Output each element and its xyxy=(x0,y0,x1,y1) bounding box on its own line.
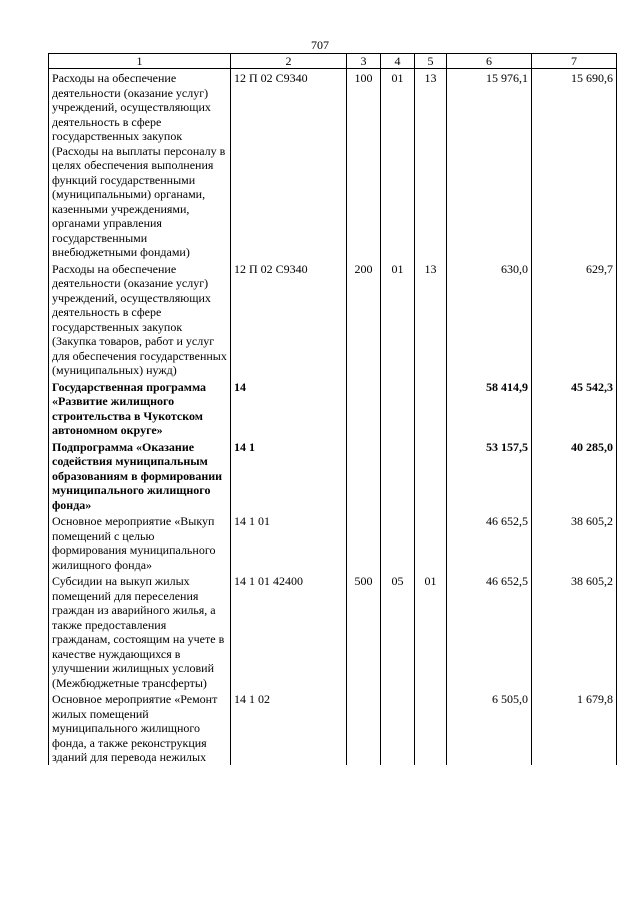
row-name: Расходы на обеспечение деятельности (оказание услуг) учреждений, осуществляющих деятельность в сфере государственных закупок (Закупка товаров, работ и услуг для обеспечения государственных (муниципальных) нужд) xyxy=(49,260,231,378)
column-header: 3 xyxy=(347,54,381,69)
row-expense-type xyxy=(347,690,381,765)
row-subsection xyxy=(415,378,447,438)
row-section xyxy=(381,438,415,513)
row-name: Государственная программа «Развитие жилищного строительства в Чукотском автономном округе» xyxy=(49,378,231,438)
row-subsection xyxy=(415,512,447,572)
column-header: 7 xyxy=(532,54,617,69)
row-expense-type xyxy=(347,378,381,438)
row-amount-approved: 53 157,5 xyxy=(447,438,532,513)
row-amount-approved: 6 505,0 xyxy=(447,690,532,765)
row-expense-type: 500 xyxy=(347,572,381,690)
page-number: 707 xyxy=(311,38,329,52)
table-row xyxy=(49,690,617,765)
column-header: 4 xyxy=(381,54,415,69)
row-expense-type xyxy=(347,438,381,513)
row-expense-type: 100 xyxy=(347,69,381,260)
row-section xyxy=(381,378,415,438)
row-subsection: 13 xyxy=(415,260,447,378)
row-section: 05 xyxy=(381,572,415,690)
row-target-article: 12 П 02 С9340 xyxy=(231,69,347,260)
column-header: 1 xyxy=(49,54,231,69)
row-amount-executed: 38 605,2 xyxy=(532,512,617,572)
row-target-article: 14 1 xyxy=(231,438,347,513)
table-row xyxy=(49,438,617,513)
row-subsection: 13 xyxy=(415,69,447,260)
column-header: 5 xyxy=(415,54,447,69)
row-name: Основное мероприятие «Ремонт жилых помещений муниципального жилищного фонда, а также реконструкция зданий для перевода нежилых xyxy=(49,690,231,765)
row-name: Основное мероприятие «Выкуп помещений с целью формирования муниципального жилищного фонда» xyxy=(49,512,231,572)
row-section xyxy=(381,690,415,765)
row-expense-type xyxy=(347,512,381,572)
row-name: Субсидии на выкуп жилых помещений для переселения граждан из аварийного жилья, а также предоставления гражданам, состоящим на учете в качестве нуждающихся в улучшении жилищных условий (Межбюджетные трансферты) xyxy=(49,572,231,690)
table-header xyxy=(49,54,617,69)
row-amount-approved: 15 976,1 xyxy=(447,69,532,260)
row-subsection xyxy=(415,690,447,765)
row-expense-type: 200 xyxy=(347,260,381,378)
row-target-article: 14 xyxy=(231,378,347,438)
row-amount-executed: 40 285,0 xyxy=(532,438,617,513)
table-row xyxy=(49,512,617,572)
row-amount-approved: 46 652,5 xyxy=(447,512,532,572)
row-name: Расходы на обеспечение деятельности (оказание услуг) учреждений, осуществляющих деятельность в сфере государственных закупок (Расходы на выплаты персоналу в целях обеспечения выполнения функций государственными (муниципальными) органами, казенными учреждениями, органами управления государственными внебюджетными фондами) xyxy=(49,69,231,260)
row-subsection: 01 xyxy=(415,572,447,690)
column-number-row xyxy=(49,54,617,69)
row-amount-executed: 15 690,6 xyxy=(532,69,617,260)
row-target-article: 14 1 01 42400 xyxy=(231,572,347,690)
row-name: Подпрограмма «Оказание содействия муниципальным образованиям в формировании муниципального жилищного фонда» xyxy=(49,438,231,513)
row-amount-executed: 45 542,3 xyxy=(532,378,617,438)
row-amount-approved: 630,0 xyxy=(447,260,532,378)
table-row xyxy=(49,69,617,260)
row-amount-executed: 629,7 xyxy=(532,260,617,378)
column-header: 6 xyxy=(447,54,532,69)
row-section xyxy=(381,512,415,572)
table-row xyxy=(49,572,617,690)
table-row xyxy=(49,378,617,438)
row-target-article: 14 1 02 xyxy=(231,690,347,765)
row-amount-executed: 38 605,2 xyxy=(532,572,617,690)
row-target-article: 12 П 02 С9340 xyxy=(231,260,347,378)
row-amount-approved: 58 414,9 xyxy=(447,378,532,438)
row-section: 01 xyxy=(381,260,415,378)
row-section: 01 xyxy=(381,69,415,260)
row-amount-executed: 1 679,8 xyxy=(532,690,617,765)
table-row xyxy=(49,260,617,378)
row-subsection xyxy=(415,438,447,513)
table-body xyxy=(49,69,617,765)
row-target-article: 14 1 01 xyxy=(231,512,347,572)
row-amount-approved: 46 652,5 xyxy=(447,572,532,690)
column-header: 2 xyxy=(231,54,347,69)
budget-table xyxy=(48,53,617,765)
